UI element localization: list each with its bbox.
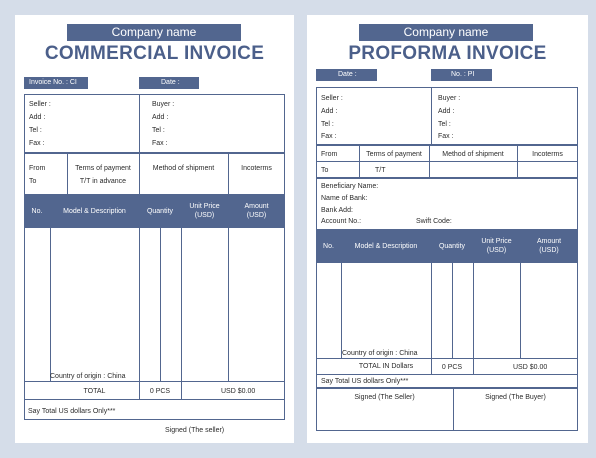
table-header-quantity: Quantity	[431, 230, 473, 262]
divider	[431, 262, 432, 359]
account-number-label[interactable]: Account No.:	[321, 218, 362, 225]
proforma-number-field[interactable]: No. : PI	[431, 69, 492, 81]
company-name-banner: Company name	[359, 24, 533, 41]
seller-address-label[interactable]: Add :	[29, 114, 46, 121]
shipment-box	[24, 153, 285, 195]
items-table-body[interactable]	[24, 227, 285, 382]
divider	[181, 381, 182, 400]
company-name-banner: Company name	[67, 24, 241, 41]
divider	[473, 262, 474, 359]
divider	[228, 227, 229, 382]
total-amount: USD $0.00	[513, 364, 548, 371]
bank-name-label[interactable]: Name of Bank:	[321, 195, 368, 202]
seller-label[interactable]: Seller :	[29, 101, 51, 108]
bank-address-label[interactable]: Bank Add:	[321, 207, 353, 214]
divider	[452, 262, 453, 359]
table-header-description: Model & Description	[341, 230, 431, 262]
date-field[interactable]: Date :	[139, 77, 199, 89]
table-header-description: Model & Description	[50, 195, 139, 227]
buyer-label[interactable]: Buyer :	[438, 95, 461, 102]
divider	[139, 94, 140, 153]
divider	[228, 153, 229, 195]
divider	[67, 153, 68, 195]
swift-code-label[interactable]: Swift Code:	[416, 218, 452, 225]
to-value[interactable]: T/T	[375, 167, 386, 174]
table-header-no: No.	[24, 195, 50, 227]
signature-seller[interactable]: Signed (The Seller)	[354, 394, 415, 401]
divider	[473, 358, 474, 375]
buyer-tel-label[interactable]: Tel :	[438, 121, 451, 128]
incoterms-label: Incoterms	[532, 151, 563, 158]
say-total-text: Say Total US dollars Only***	[28, 408, 116, 415]
divider	[160, 227, 161, 382]
country-of-origin: Country of origin : China	[50, 373, 126, 380]
divider	[50, 227, 51, 382]
total-pcs: 0 PCS	[149, 388, 171, 395]
buyer-address-label[interactable]: Add :	[152, 114, 169, 121]
table-header-unit-price: Unit Price (USD)	[473, 230, 520, 262]
table-header-amount: Amount (USD)	[520, 230, 578, 262]
terms-of-payment-label: Terms of payment	[75, 165, 131, 172]
divider	[520, 262, 521, 359]
seller-fax-label[interactable]: Fax :	[29, 140, 45, 147]
divider	[181, 227, 182, 382]
terms-of-payment-label: Terms of payment	[366, 151, 422, 158]
terms-of-payment-value[interactable]: T/T in advance	[79, 178, 127, 185]
total-amount: USD $0.00	[221, 388, 256, 395]
buyer-fax-label[interactable]: Fax :	[152, 140, 168, 147]
invoice-number-field[interactable]: Invoice No. : CI	[24, 77, 88, 89]
divider	[316, 161, 578, 162]
total-label: TOTAL IN Dollars	[358, 363, 414, 370]
divider	[139, 153, 140, 195]
total-pcs: 0 PCS	[441, 364, 463, 371]
signature-seller[interactable]: Signed (The seller)	[165, 427, 225, 434]
commercial-invoice-sheet	[15, 15, 294, 443]
from-label[interactable]: From	[321, 151, 338, 158]
buyer-label[interactable]: Buyer :	[152, 101, 175, 108]
seller-tel-label[interactable]: Tel :	[321, 121, 334, 128]
to-label[interactable]: To	[29, 178, 37, 185]
seller-label[interactable]: Seller :	[321, 95, 343, 102]
seller-tel-label[interactable]: Tel :	[29, 127, 42, 134]
table-header-amount: Amount (USD)	[228, 195, 285, 227]
proforma-invoice-sheet	[307, 15, 588, 443]
divider	[341, 262, 342, 359]
buyer-tel-label[interactable]: Tel :	[152, 127, 165, 134]
page-title: PROFORMA INVOICE	[348, 43, 547, 64]
page-title: COMMERCIAL INVOICE	[44, 43, 265, 64]
table-header-no: No.	[316, 230, 341, 262]
divider	[431, 87, 432, 145]
say-total-text: Say Total US dollars Only***	[321, 378, 409, 385]
seller-address-label[interactable]: Add :	[321, 108, 338, 115]
buyer-address-label[interactable]: Add :	[438, 108, 455, 115]
divider	[139, 227, 140, 382]
date-field[interactable]: Date :	[316, 69, 377, 81]
items-table-body[interactable]	[316, 262, 578, 359]
total-label: TOTAL	[83, 388, 106, 395]
buyer-fax-label[interactable]: Fax :	[438, 133, 454, 140]
signature-buyer[interactable]: Signed (The Buyer)	[485, 394, 546, 401]
table-header-unit-price: Unit Price (USD)	[181, 195, 228, 227]
seller-fax-label[interactable]: Fax :	[321, 133, 337, 140]
incoterms-label: Incoterms	[241, 165, 272, 172]
method-of-shipment-label: Method of shipment	[442, 151, 504, 158]
beneficiary-name-label[interactable]: Beneficiary Name:	[321, 183, 379, 190]
from-label[interactable]: From	[29, 165, 46, 172]
to-label[interactable]: To	[321, 167, 329, 174]
method-of-shipment-label: Method of shipment	[152, 165, 215, 172]
table-header-quantity: Quantity	[139, 195, 181, 227]
country-of-origin: Country of origin : China	[342, 350, 418, 357]
